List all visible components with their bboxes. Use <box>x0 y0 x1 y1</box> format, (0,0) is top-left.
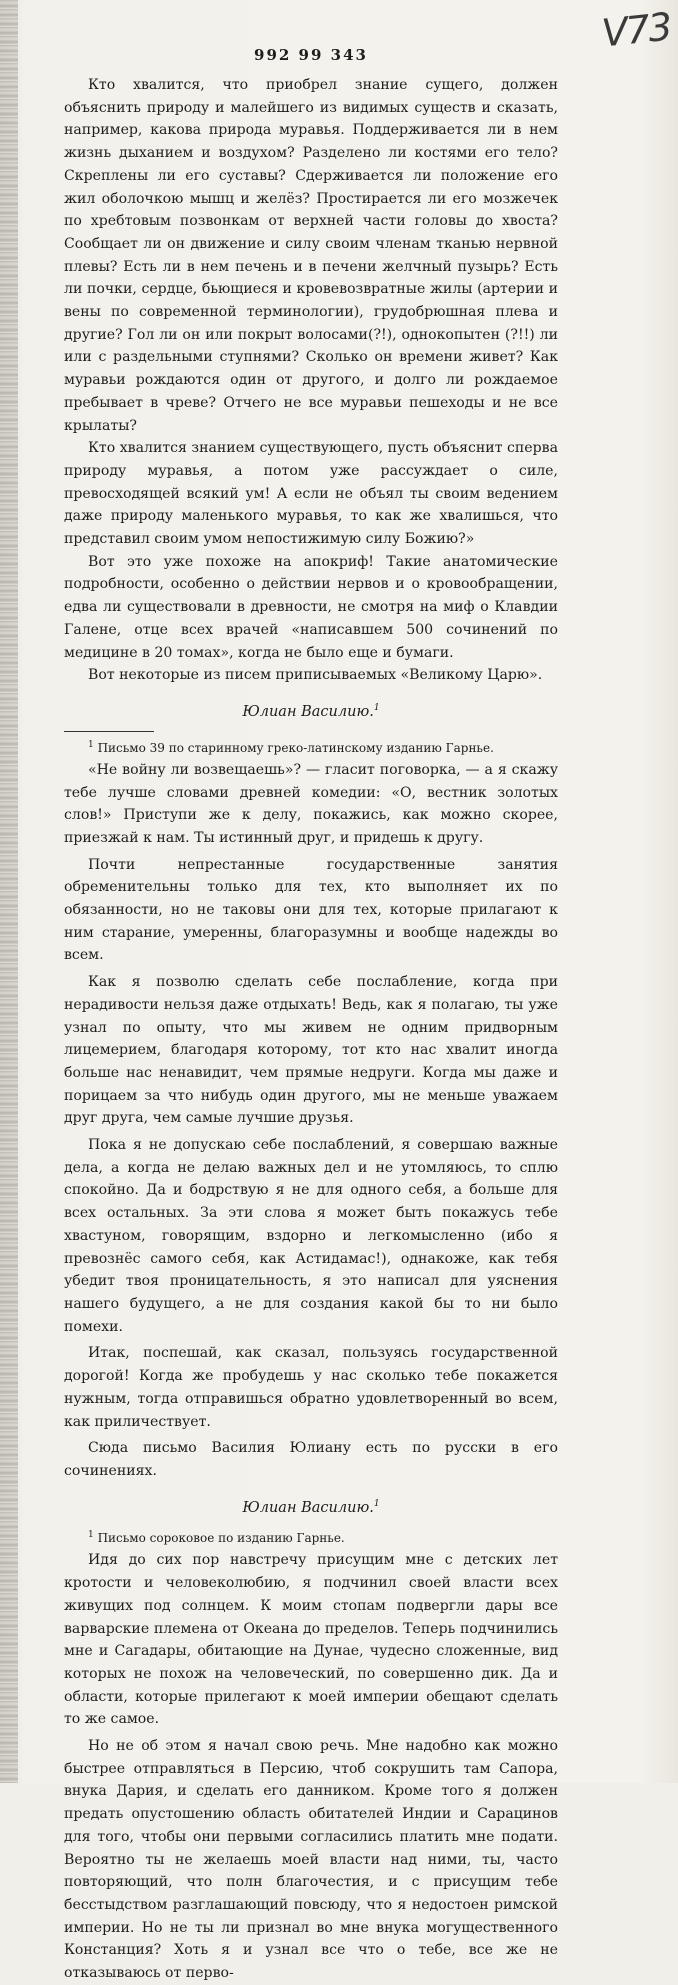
handwritten-mark: V73 <box>599 4 673 56</box>
letter1-paragraph: «Не войну ли возвещаешь»? — гласит поговорка, — а я скажу тебе лучше словами древней комедии: «О, вестник золотых слов!» Приступи же к делу, покажись, как можно скорее, приезжай к нам. Ты истинный друг, и придешь к другу. <box>64 761 558 846</box>
intro-paragraph: Вот это уже похоже на апокриф! Такие анатомические подробности, особенно о действии нервов и о кровообращении, едва ли существовали в древности, не смотря на миф о Клавдии Галене, отце всех врачей «написавшем 500 сочинений по медицине в 20 томах», когда не было еще и бумаги. <box>64 553 558 661</box>
letter2-footnote <box>64 1526 558 1547</box>
letter1-heading <box>64 697 558 723</box>
page-number: 992 99 343 <box>254 46 368 64</box>
footnote-marker: 1 <box>373 702 380 713</box>
letter2-heading-text: Юлиан Василию. <box>242 1499 374 1516</box>
footnote-text: Письмо 39 по старинному греко-латинскому изданию Гарнье. <box>97 740 494 755</box>
footnote-marker: 1 <box>88 739 94 750</box>
intro-paragraph: Кто хвалится знанием существующего, пусть объяснит сперва природу муравья, а потом уже рассуждает о силе, превосходящей всякий ум! А если не объял ты своим ведением даже природу маленького муравья, то как же хвалишься, что представил своим умом непостижимую силу Божию?» <box>64 440 558 548</box>
text-column <box>64 42 558 1985</box>
letter2-paragraph: Идя до сих пор навстречу присущим мне с детских лет кротости и человеколюбию, я подчинил своей власти всех живущих под солнцем. К моим стопам подвергли дары все варварские племена от Океана до пределов. Теперь подчинились мне и Сагадары, обитающие на Дунае, чудесно сложенные, вид которых не похож на человеческий, по совершенно дик. Да и области, которые прилегают к моей империи обещают сделать то же самое. <box>64 1552 558 1728</box>
footnote-rule <box>64 731 154 732</box>
letter1-footnote <box>64 736 558 757</box>
intro-paragraph: Вот некоторые из писем приписываемых «Великому Царю». <box>88 667 543 684</box>
transition-paragraph: Сюда письмо Василия Юлиану есть по русски в его сочинениях. <box>64 1440 558 1479</box>
scan-edge <box>0 0 18 1783</box>
intro-paragraph: Кто хвалится, что приобрел знание сущего, должен объяснить природу и малейшего из видимых существ и сказать, например, какова природа муравья. Поддерживается ли в нем жизнь дыханием и воздухом? Разделено ли костями его тело? Скреплены ли его суставы? Сдерживается ли положение его жил оболочкою мышц и желёз? Простирается ли его мозжечек по хребтовым позвонкам от верхней части головы до хвоста? Сообщает ли он движение и силу своим членам тканью нервной плевы? Есть ли в нем печень и в печени желчный пузырь? Есть ли почки, сердце, бьющиеся и кровевозвратные жилы (артерии и вены по современной терминологии), грудобрюшная плева и другие? Гол ли он или покрыт волосами(?!), однокопытен (?!!) ли или с раздельными ступнями? Сколько он времени живет? Как муравьи рождаются один от другого, и долго ли рождаемое пребывает в чреве? Отчего не все муравьи пешеходы и не все крылаты? <box>64 77 558 434</box>
letter2-heading <box>64 1493 558 1519</box>
letter1-paragraph: Почти непрестанные государственные занятия обременительны только для тех, кто выполняет их по обязанности, но не таковы они для тех, которые прилагают к ним старание, умеренны, благоразумны и вообще надежды во всем. <box>64 856 558 964</box>
footnote-text: Письмо сороковое по изданию Гарнье. <box>97 1531 345 1546</box>
letter1-paragraph: Как я позволю сделать себе послабление, когда при нерадивости нельзя даже отдыхать! Ведь, как я полагаю, ты уже узнал по опыту, что мы живем не одним придворным лицемерием, благодаря которому, тот кто нас хвалит иногда больше нас ненавидит, чем прямые недруги. Когда мы даже и порицаем за что нибудь один другого, мы не меньше уважаем друг друга, чем самые лучшие друзья. <box>64 974 558 1127</box>
letter1-heading-text: Юлиан Василию. <box>242 703 374 720</box>
letter1-paragraph: Пока я не допускаю себе послаблений, я совершаю важные дела, а когда не делаю важных дел и не утомляюсь, то сплю спокойно. Да и бодрствую я не для одного себя, а больше для всех остальных. За эти слова я может быть покажусь тебе хвастуном, говорящим, вздорно и легкомысленно (ибо я превознёс самого себя, как Астидамас!), однакоже, как тебя убедит твоя проницательность, я это написал для уяснения нашего будущего, а не для создания какой бы то ни было помехи. <box>64 1137 558 1335</box>
letter2-paragraph: Но не об этом я начал свою речь. Мне надобно как можно быстрее отправляться в Персию, чтоб сокрушить там Сапора, внука Дария, и сделать его данником. Кроме того я должен предать опустошению область обитателей Индии и Сарацинов для того, чтобы они первыми согласились платить мне подати. Вероятно ты не желаешь моей власти над ними, ты, часто повторяющий, что полн благочестия, и с присущим тебе бесстыдством разглашающий повсюду, что я недостоен римской империи. Но не ты ли признал во мне внука могущественного Констанция? Хоть я и узнал все что о тебе, все же не отказываюсь от перво- <box>64 1738 558 1982</box>
letter1-paragraph: Итак, поспешай, как сказал, пользуясь государственной дорогой! Когда же пробудешь у нас сколько тебе покажется нужным, тогда отправишься обратно удовлетворенный во всем, как приличествует. <box>64 1345 558 1430</box>
footnote-marker: 1 <box>373 1498 380 1509</box>
footnote-marker: 1 <box>88 1530 94 1541</box>
